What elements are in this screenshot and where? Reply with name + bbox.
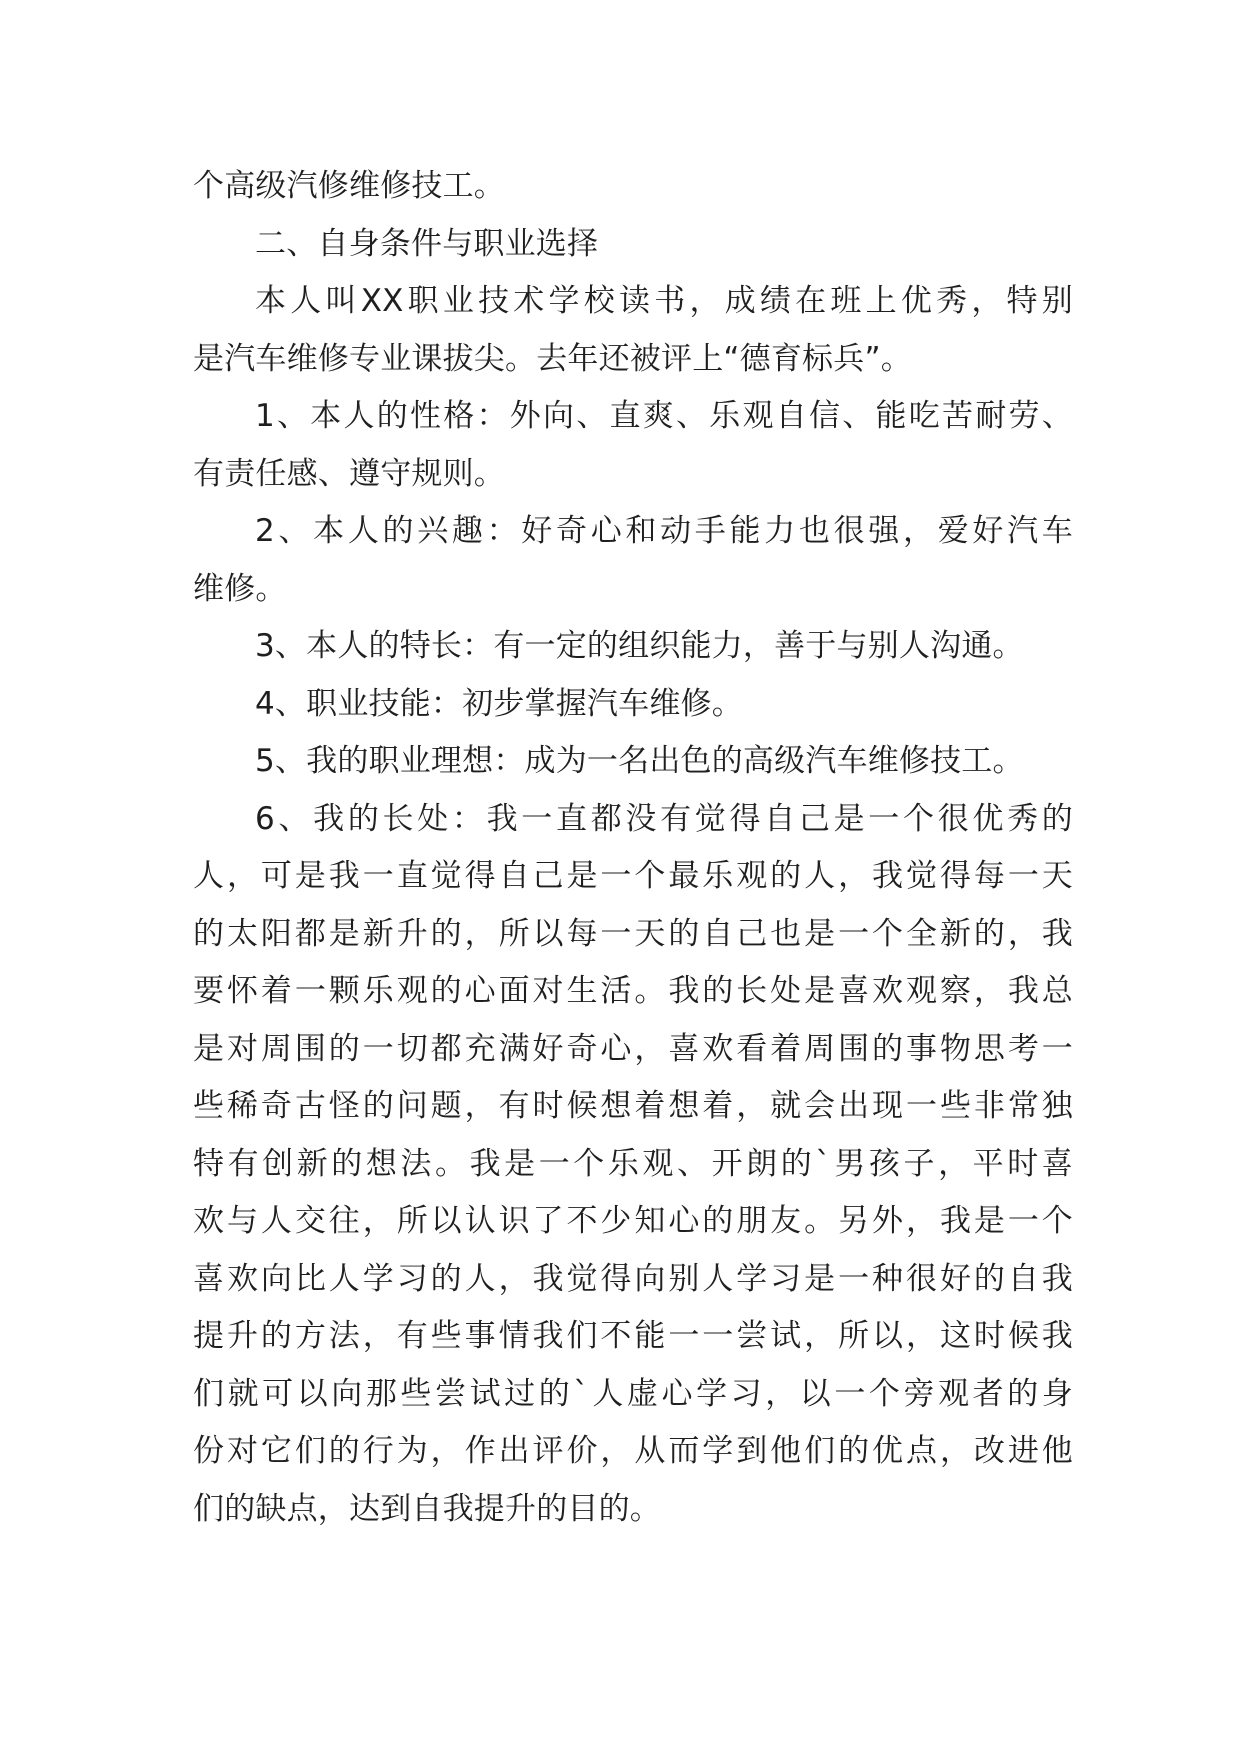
list-item-personality [193, 388, 1073, 503]
text-line: 5、我的职业理想：成为一名出色的高级汽车维修技工。 [255, 743, 1024, 779]
text-line: 特有创新的想法。我是一个乐观、开朗的`男孩子，平时喜 [193, 1145, 1073, 1182]
text-line: 2、本人的兴趣：好奇心和动手能力也很强，爱好汽车 [255, 513, 1073, 549]
text-line: 些稀奇古怪的问题，有时候想着想着，就会出现一些非常独 [193, 1088, 1073, 1124]
text-line: 1、本人的性格：外向、直爽、乐观自信、能吃苦耐劳、 [255, 398, 1073, 434]
list-item-ideal [193, 733, 1073, 791]
paragraph-school [193, 273, 1073, 388]
text-line: 维修。 [193, 570, 287, 607]
text-line: 二、自身条件与职业选择 [255, 225, 599, 262]
text-line: 人，可是我一直觉得自己是一个最乐观的人，我觉得每一天 [193, 858, 1073, 894]
text-line: 有责任感、遵守规则。 [193, 455, 505, 492]
text-line: 提升的方法，有些事情我们不能一一尝试，所以，这时候我 [193, 1318, 1073, 1354]
list-item-specialty [193, 618, 1073, 676]
list-item-strengths [193, 791, 1073, 1539]
text-line: 3、本人的特长：有一定的组织能力，善于与别人沟通。 [255, 628, 1024, 664]
text-line: 是汽车维修专业课拔尖。去年还被评上“德育标兵”。 [193, 340, 912, 377]
section-heading [193, 216, 1073, 274]
text-line: 6、我的长处：我一直都没有觉得自己是一个很优秀的 [255, 800, 1073, 837]
text-line: 要怀着一颗乐观的心面对生活。我的长处是喜欢观察，我总 [193, 973, 1073, 1009]
text-line: 个高级汽修维修技工。 [193, 168, 505, 204]
text-line: 喜欢向比人学习的人，我觉得向别人学习是一种很好的自我 [193, 1260, 1073, 1297]
text-line: 是对周围的一切都充满好奇心，喜欢看着周围的事物思考一 [193, 1030, 1073, 1067]
text-line: 4、职业技能：初步掌握汽车维修。 [255, 685, 743, 722]
list-item-interest [193, 503, 1073, 618]
text-line: 欢与人交往，所以认识了不少知心的朋友。另外，我是一个 [193, 1203, 1073, 1239]
list-item-skills [193, 676, 1073, 734]
text-line: 们的缺点，达到自我提升的目的。 [193, 1490, 661, 1527]
text-line: 本人叫XX职业技术学校读书，成绩在班上优秀，特别 [255, 283, 1073, 319]
text-line: 的太阳都是新升的，所以每一天的自己也是一个全新的，我 [193, 915, 1073, 952]
paragraph-intro-continuation [193, 158, 1073, 216]
document-body [193, 158, 1073, 1538]
text-line: 们就可以向那些尝试过的`人虚心学习，以一个旁观者的身 [193, 1375, 1073, 1412]
text-line: 份对它们的行为，作出评价，从而学到他们的优点，改进他 [193, 1433, 1073, 1469]
